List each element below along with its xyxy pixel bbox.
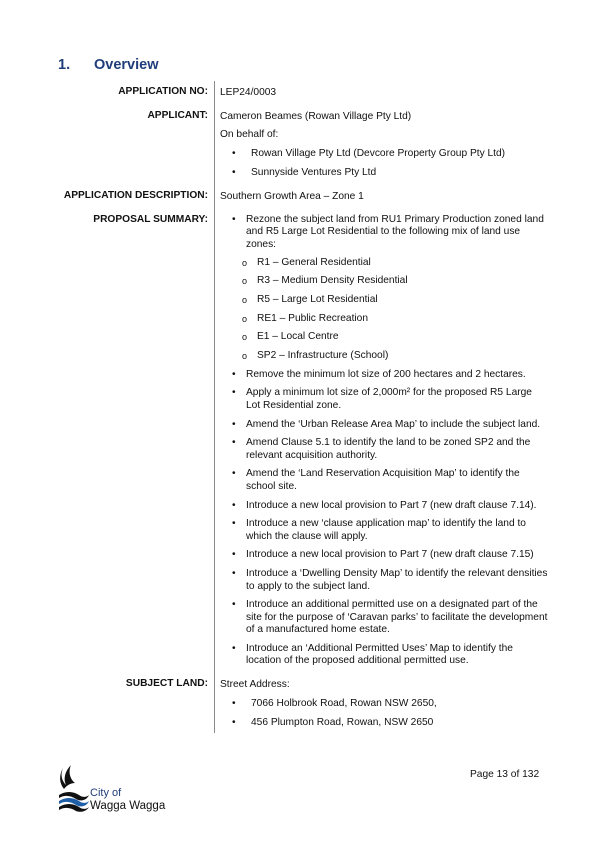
bullet-icon: • <box>232 568 236 580</box>
logo-city-text: City of <box>90 787 122 799</box>
applicant-row <box>58 110 548 190</box>
circle-bullet-icon: o <box>242 313 248 324</box>
spacer <box>220 729 548 733</box>
wave-logo-icon <box>57 763 91 813</box>
application-no-cell <box>214 81 548 110</box>
proposal-summary-label: PROPOSAL SUMMARY: <box>93 214 208 225</box>
proposal-item: Remove the minimum lot size of 200 hectares and 2 hectares. <box>246 368 526 380</box>
list-item <box>232 419 548 431</box>
list-item <box>232 387 548 412</box>
list-item <box>232 369 548 381</box>
application-no-value: LEP24/0003 <box>220 87 277 98</box>
circle-bullet-icon: o <box>242 295 248 306</box>
zone-label: R3 – Medium Density Residential <box>257 275 408 287</box>
bullet-icon: • <box>232 642 236 654</box>
proposal-item: Amend the ‘Urban Release Area Map’ to include the subject land. <box>246 418 541 430</box>
section-number: 1. <box>58 57 71 73</box>
bullet-icon: • <box>232 468 236 480</box>
list-item <box>220 147 548 160</box>
proposal-list <box>220 214 548 667</box>
zone-item <box>232 350 548 362</box>
bullet-icon: • <box>232 418 236 430</box>
subject-land-cell <box>214 678 548 733</box>
zone-label: R5 – Large Lot Residential <box>257 294 378 306</box>
proposal-item: Rezone the subject land from RU1 Primary Production zoned land and R5 Large Lot Residential to the following mix of land use zones: <box>246 214 544 250</box>
bullet-icon: • <box>232 499 236 511</box>
applicant-entity: Sunnyside Ventures Pty Ltd <box>251 167 377 178</box>
zone-list <box>232 257 548 362</box>
subject-land-label: SUBJECT LAND: <box>125 677 208 689</box>
proposal-item: Introduce a new local provision to Part 7 (new draft clause 7.14). <box>246 499 537 511</box>
proposal-item: Amend the ‘Land Reservation Acquisition Map’ to identify the school site. <box>246 468 520 492</box>
circle-bullet-icon: o <box>242 350 248 361</box>
bullet-icon: • <box>232 549 236 561</box>
spacer <box>220 203 548 214</box>
zone-item <box>232 331 548 343</box>
zone-item <box>232 275 548 287</box>
bullet-icon: • <box>232 368 236 380</box>
applicant-entity: Rowan Village Pty Ltd (Devcore Property Group Pty Ltd) <box>251 148 506 159</box>
subject-land-address-list <box>220 697 548 729</box>
application-description-value: Southern Growth Area – Zone 1 <box>220 191 364 202</box>
application-no-row <box>58 81 548 110</box>
list-item <box>232 468 548 493</box>
list-item <box>220 697 548 710</box>
proposal-summary-cell <box>214 214 548 678</box>
page-number: Page 13 of 132 <box>470 769 540 780</box>
bullet-icon: • <box>232 214 236 225</box>
applicant-cell <box>214 110 548 190</box>
applicant-behalf-label: On behalf of: <box>220 129 279 140</box>
spacer <box>220 99 548 110</box>
subject-land-row <box>58 678 548 733</box>
list-item <box>232 214 548 362</box>
list-item <box>232 500 548 512</box>
proposal-item: Apply a minimum lot size of 2,000m² for the proposed R5 Large Lot Residential zone. <box>246 387 532 411</box>
application-description-label: APPLICATION DESCRIPTION: <box>63 190 208 201</box>
bullet-icon: • <box>232 437 236 449</box>
proposal-item: Introduce a ‘Dwelling Density Map’ to identify the relevant densities to apply to the subject land. <box>246 568 548 592</box>
zone-item <box>232 313 548 325</box>
application-no-label: APPLICATION NO: <box>118 86 208 97</box>
proposal-item: Introduce a new ‘clause application map’ to identify the land to which the clause will apply. <box>246 518 526 542</box>
zone-item <box>232 294 548 306</box>
address: 456 Plumpton Road, Rowan, NSW 2650 <box>251 716 434 728</box>
list-item <box>232 643 548 668</box>
bullet-icon: • <box>232 697 236 709</box>
section-heading <box>58 57 159 73</box>
zone-label: R1 – General Residential <box>257 256 371 268</box>
spacer <box>220 179 548 190</box>
zone-label: RE1 – Public Recreation <box>257 312 368 324</box>
bullet-icon: • <box>232 387 236 399</box>
bullet-icon: • <box>232 167 236 178</box>
subject-land-address-label: Street Address: <box>220 678 290 690</box>
proposal-item: Introduce a new local provision to Part 7 (new draft clause 7.15) <box>246 549 534 561</box>
list-item <box>232 549 548 561</box>
bullet-icon: • <box>232 148 236 159</box>
zone-label: E1 – Local Centre <box>257 331 339 343</box>
zone-item <box>232 257 548 269</box>
circle-bullet-icon: o <box>242 332 248 343</box>
proposal-item: Amend Clause 5.1 to identify the land to be zoned SP2 and the relevant acquisition authority. <box>246 437 531 461</box>
application-description-row <box>58 190 548 214</box>
list-item <box>232 568 548 593</box>
list-item <box>232 599 548 636</box>
proposal-item: Introduce an additional permitted use on a designated part of the site for the purpose of ‘Caravan parks’ to facilitate the development of a manufactured home estate. <box>246 599 548 635</box>
list-item <box>232 518 548 543</box>
zone-label: SP2 – Infrastructure (School) <box>257 349 389 361</box>
bullet-icon: • <box>232 599 236 611</box>
bullet-icon: • <box>232 518 236 530</box>
address: 7066 Holbrook Road, Rowan NSW 2650, <box>251 697 437 709</box>
applicant-label: APPLICANT: <box>147 110 208 121</box>
applicant-name: Cameron Beames (Rowan Village Pty Ltd) <box>220 111 412 122</box>
circle-bullet-icon: o <box>242 257 248 268</box>
application-info-table <box>58 81 548 733</box>
list-item <box>220 716 548 729</box>
application-description-cell <box>214 190 548 214</box>
proposal-item: Introduce an ‘Additional Permitted Uses’ Map to identify the location of the proposed additional permitted use. <box>246 642 513 666</box>
list-item <box>220 166 548 179</box>
council-logo <box>57 763 177 818</box>
bullet-icon: • <box>232 716 236 728</box>
bullet-row <box>232 214 548 251</box>
applicant-entity-list <box>220 147 548 179</box>
section-title: Overview <box>94 57 159 73</box>
list-item <box>232 437 548 462</box>
circle-bullet-icon: o <box>242 276 248 287</box>
logo-name-text: Wagga Wagga <box>90 800 166 812</box>
proposal-summary-row <box>58 214 548 678</box>
